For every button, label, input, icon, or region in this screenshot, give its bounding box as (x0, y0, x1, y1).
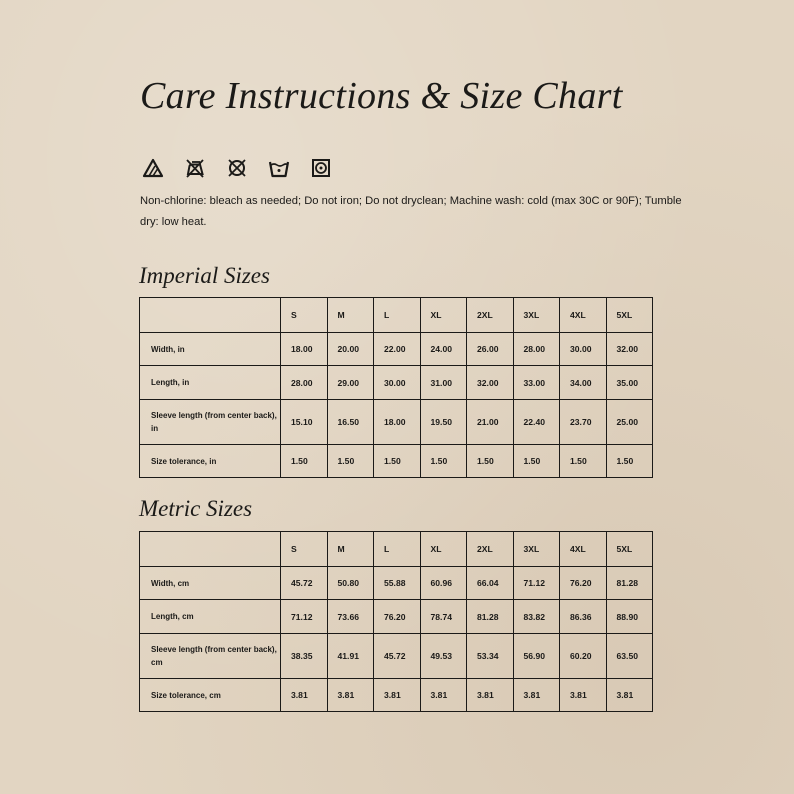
size-header: 4XL (560, 298, 607, 333)
do-not-iron-icon (184, 157, 206, 179)
table-cell: 83.82 (513, 600, 560, 634)
table-header-row (140, 298, 653, 333)
size-header: M (327, 532, 374, 567)
table-row (140, 445, 653, 478)
table-cell: 1.50 (606, 445, 653, 478)
table-cell: 1.50 (420, 445, 467, 478)
table-cell: 22.00 (374, 333, 421, 366)
size-header: XL (420, 532, 467, 567)
size-header: L (374, 298, 421, 333)
page-title: Care Instructions & Size Chart (140, 75, 623, 117)
table-cell: 28.00 (513, 333, 560, 366)
table-cell: 3.81 (281, 679, 328, 712)
table-cell: 32.00 (467, 366, 514, 400)
size-header: XL (420, 298, 467, 333)
table-row (140, 567, 653, 600)
table-cell: 25.00 (606, 400, 653, 445)
table-cell: 18.00 (374, 400, 421, 445)
table-cell: 3.81 (560, 679, 607, 712)
table-row (140, 333, 653, 366)
table-cell: 3.81 (513, 679, 560, 712)
size-header: 5XL (606, 298, 653, 333)
table-cell: 30.00 (560, 333, 607, 366)
table-cell: 24.00 (420, 333, 467, 366)
size-header: S (281, 532, 328, 567)
table-cell: 20.00 (327, 333, 374, 366)
header-corner-cell (140, 532, 281, 567)
table-cell: 56.90 (513, 634, 560, 679)
table-cell: 23.70 (560, 400, 607, 445)
table-cell: 22.40 (513, 400, 560, 445)
table-cell: 19.50 (420, 400, 467, 445)
table-cell: 18.00 (281, 333, 328, 366)
table-cell: 55.88 (374, 567, 421, 600)
table-cell: 38.35 (281, 634, 328, 679)
size-header: 2XL (467, 298, 514, 333)
imperial-sizes-title: Imperial Sizes (139, 263, 270, 288)
header-corner-cell (140, 298, 281, 333)
table-cell: 50.80 (327, 567, 374, 600)
table-cell: 1.50 (467, 445, 514, 478)
table-cell: 1.50 (560, 445, 607, 478)
table-cell: 3.81 (467, 679, 514, 712)
table-cell: 31.00 (420, 366, 467, 400)
table-cell: 78.74 (420, 600, 467, 634)
table-cell: 71.12 (281, 600, 328, 634)
size-header: 3XL (513, 532, 560, 567)
table-cell: 63.50 (606, 634, 653, 679)
table-row (140, 366, 653, 400)
row-label: Size tolerance, in (140, 445, 281, 478)
size-header: S (281, 298, 328, 333)
row-label: Length, cm (140, 600, 281, 634)
care-instructions-text: Non-chlorine: bleach as needed; Do not iron; Do not dryclean; Machine wash: cold (max 30C or 90F); Tumble dry: low heat. (140, 195, 682, 228)
bleach-triangle-icon (142, 157, 164, 179)
table-cell: 33.00 (513, 366, 560, 400)
table-cell: 1.50 (327, 445, 374, 478)
metric-sizes-title: Metric Sizes (139, 496, 253, 521)
table-cell: 86.36 (560, 600, 607, 634)
table-cell: 60.96 (420, 567, 467, 600)
table-cell: 81.28 (467, 600, 514, 634)
metric-size-table (139, 531, 653, 712)
row-label: Size tolerance, cm (140, 679, 281, 712)
table-cell: 49.53 (420, 634, 467, 679)
table-cell: 45.72 (374, 634, 421, 679)
row-label: Length, in (140, 366, 281, 400)
imperial-size-table (139, 297, 653, 478)
table-cell: 1.50 (374, 445, 421, 478)
table-cell: 15.10 (281, 400, 328, 445)
table-cell: 21.00 (467, 400, 514, 445)
size-header: 2XL (467, 532, 514, 567)
table-cell: 71.12 (513, 567, 560, 600)
table-cell: 34.00 (560, 366, 607, 400)
table-cell: 3.81 (420, 679, 467, 712)
table-row (140, 634, 653, 679)
do-not-dryclean-icon (226, 157, 248, 179)
table-cell: 1.50 (281, 445, 328, 478)
table-cell: 66.04 (467, 567, 514, 600)
table-cell: 35.00 (606, 366, 653, 400)
size-header: L (374, 532, 421, 567)
table-cell: 53.34 (467, 634, 514, 679)
table-cell: 3.81 (327, 679, 374, 712)
row-label: Width, cm (140, 567, 281, 600)
table-cell: 76.20 (560, 567, 607, 600)
row-label: Sleeve length (from center back), in (140, 400, 281, 445)
row-label: Sleeve length (from center back), cm (140, 634, 281, 679)
table-row (140, 400, 653, 445)
size-header: M (327, 298, 374, 333)
table-cell: 3.81 (606, 679, 653, 712)
table-cell: 26.00 (467, 333, 514, 366)
size-header: 3XL (513, 298, 560, 333)
table-cell: 32.00 (606, 333, 653, 366)
table-cell: 41.91 (327, 634, 374, 679)
table-cell: 16.50 (327, 400, 374, 445)
table-cell: 73.66 (327, 600, 374, 634)
table-cell: 29.00 (327, 366, 374, 400)
table-header-row (140, 532, 653, 567)
table-cell: 60.20 (560, 634, 607, 679)
size-header: 5XL (606, 532, 653, 567)
table-cell: 3.81 (374, 679, 421, 712)
machine-wash-cold-icon (268, 157, 290, 179)
row-label: Width, in (140, 333, 281, 366)
table-cell: 81.28 (606, 567, 653, 600)
table-cell: 88.90 (606, 600, 653, 634)
table-cell: 76.20 (374, 600, 421, 634)
size-header: 4XL (560, 532, 607, 567)
table-cell: 1.50 (513, 445, 560, 478)
table-cell: 30.00 (374, 366, 421, 400)
care-icons (142, 157, 332, 179)
table-row (140, 679, 653, 712)
table-cell: 28.00 (281, 366, 328, 400)
table-row (140, 600, 653, 634)
table-cell: 45.72 (281, 567, 328, 600)
tumble-dry-low-icon (310, 157, 332, 179)
